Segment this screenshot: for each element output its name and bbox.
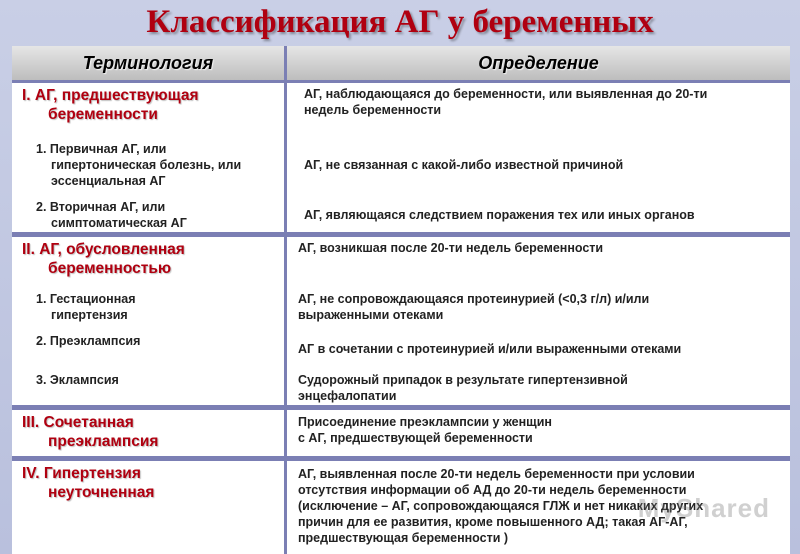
group-3-title: III. Сочетанная преэклампсия <box>22 414 159 450</box>
group-1-item-2-term: 2. Вторичная АГ, или симптоматическая АГ <box>36 200 187 230</box>
classification-table <box>12 46 790 554</box>
group-2-item-1-term: 1. Гестационная гипертензия <box>36 292 136 322</box>
group-1-item-1-definition: АГ, не связанная с какой-либо известной причиной <box>304 158 624 172</box>
group-2-definition: АГ, возникшая после 20-ти недель беременности <box>298 241 604 255</box>
row-separator <box>12 405 790 410</box>
group-3-definition: Присоединение преэклампсии у женщин с АГ, предшествующей беременности <box>298 415 552 445</box>
watermark: MyShared <box>637 493 770 523</box>
group-4-definition: АГ, выявленная после 20-ти недель беременности при условии отсутствия информации об АД до 20-ти недель беременности (исключение – АГ, сопровождающаяся ГЛЖ и нет никаких других причин для ее развития, кроме повышенного АД; такая АГ-АГ, предшествующая беременности ) <box>298 467 704 545</box>
row-separator <box>12 456 790 461</box>
group-4-title: IV. Гипертензия неуточненная <box>22 465 155 501</box>
group-1-definition: АГ, наблюдающаяся до беременности, или выявленная до 20-ти недель беременности <box>304 87 708 117</box>
group-1-title: I. АГ, предшествующая беременности <box>22 87 199 123</box>
group-2-title: II. АГ, обусловленная беременностью <box>22 241 185 277</box>
group-1-item-2-definition: АГ, являющаяся следствием поражения тех или иных органов <box>304 208 695 222</box>
group-2-item-2-term: 2. Преэклампсия <box>36 334 141 348</box>
column-divider <box>284 80 287 554</box>
page-title: Классификация АГ у беременных <box>146 4 654 40</box>
row-separator <box>12 232 790 237</box>
group-2-item-1-definition: АГ, не сопровождающаяся протеинурией (<0,3 г/л) и/или выраженными отеками <box>298 292 650 322</box>
group-2-item-2-definition: АГ в сочетании с протеинурией и/или выраженными отеками <box>298 342 682 356</box>
column-header-definition: Определение <box>287 46 790 83</box>
column-header-term: Терминология <box>12 46 287 83</box>
group-1-item-1-term: 1. Первичная АГ, или гипертоническая болезнь, или эссенциальная АГ <box>36 142 242 188</box>
group-2-item-3-definition: Судорожный припадок в результате гипертензивной энцефалопатии <box>298 373 628 403</box>
group-2-item-3-term: 3. Эклампсия <box>36 373 119 387</box>
